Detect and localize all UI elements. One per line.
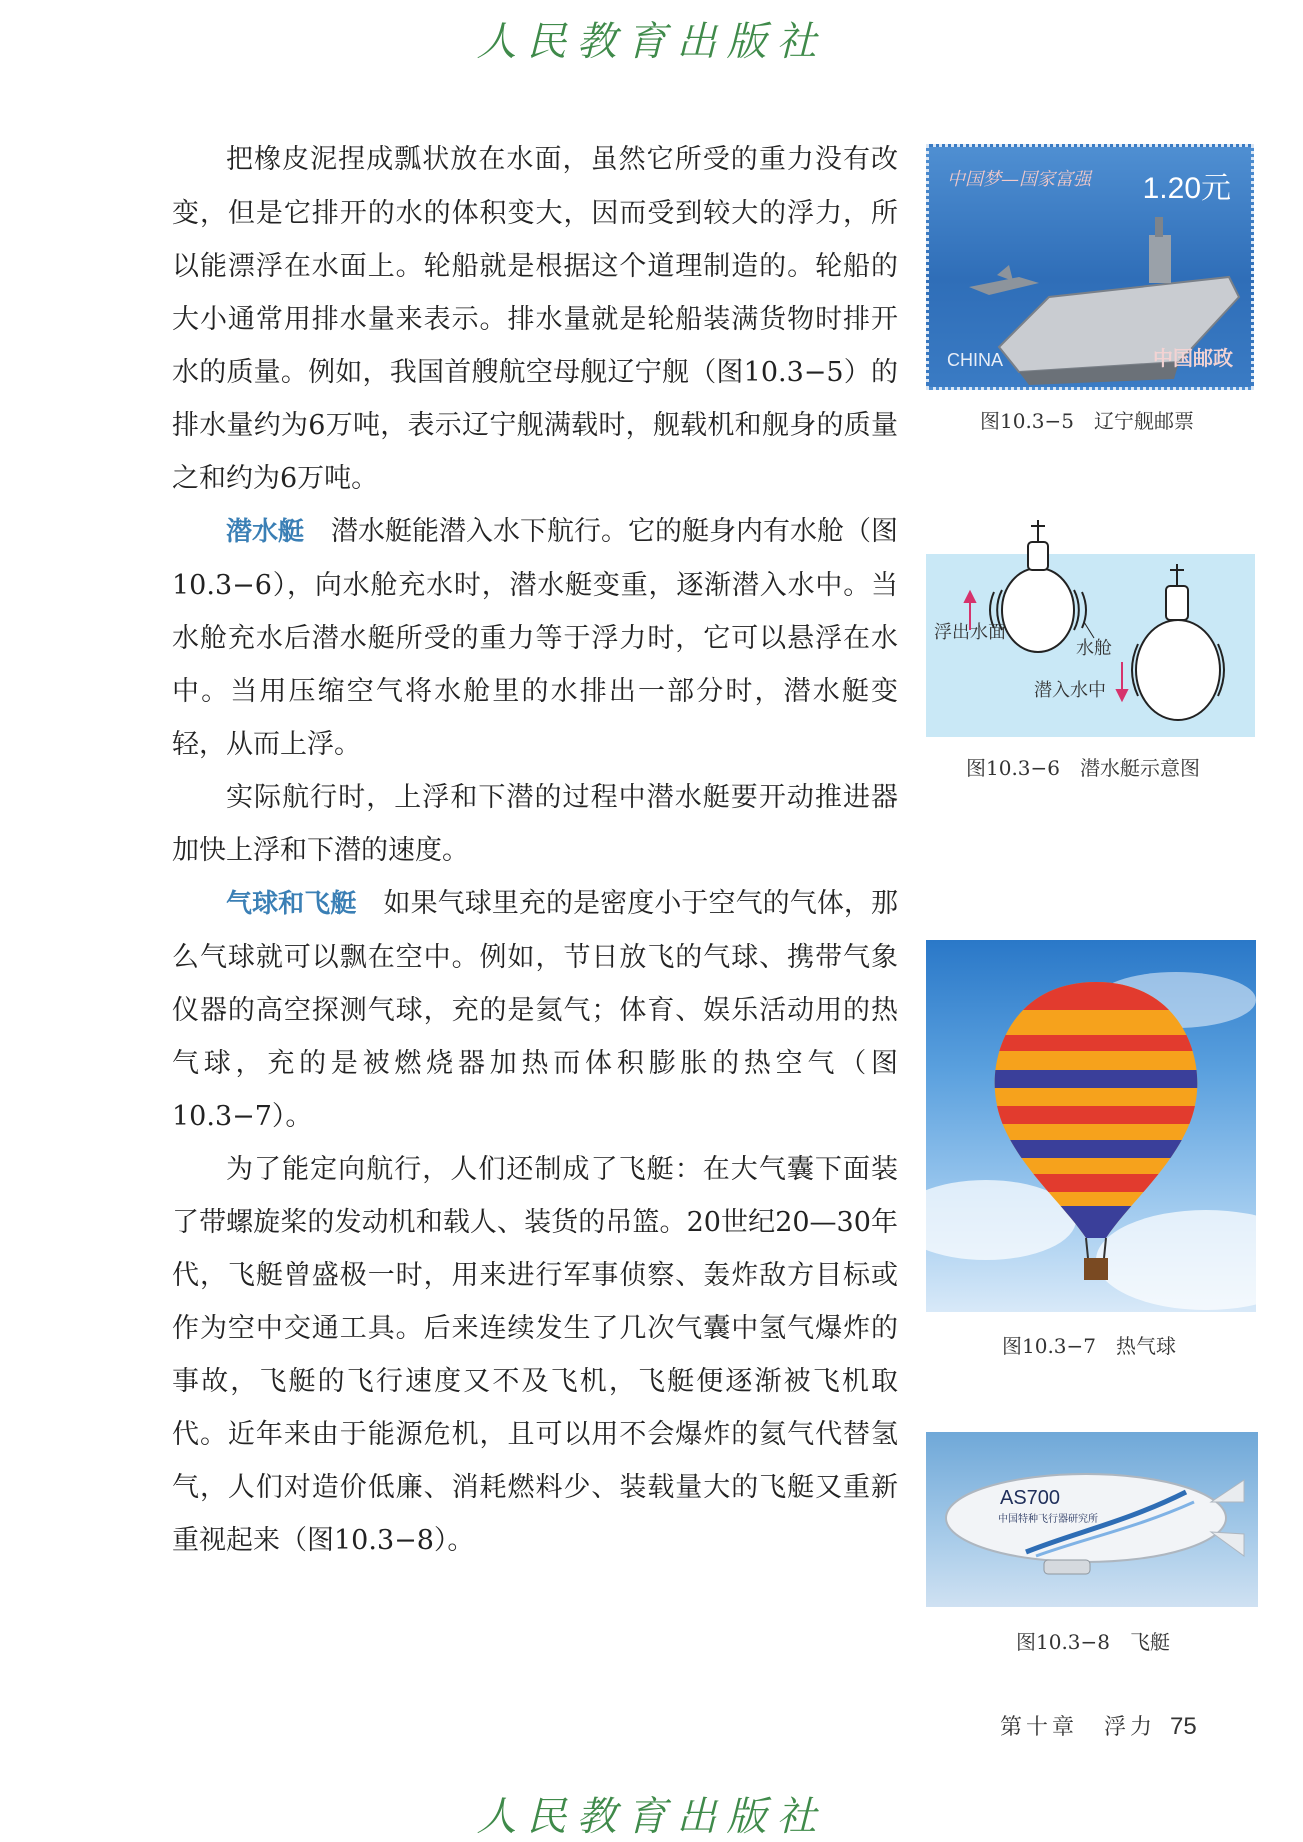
- paragraph-3: [172, 771, 898, 877]
- figure-10-3-7-caption: 图10.3−7 热气球: [1002, 1334, 1177, 1358]
- stamp-value: 1.20元: [1142, 172, 1231, 205]
- stamp-brand-text: 中国梦—国家富强: [947, 169, 1091, 190]
- page-footer: [1000, 1710, 1197, 1741]
- paragraph-2: [172, 505, 898, 771]
- balloon-airship-heading: 气球和飞艇: [226, 889, 357, 919]
- figure-10-3-5-caption: 图10.3−5 辽宁舰邮票: [980, 409, 1195, 433]
- paragraph-1-text: 把橡皮泥捏成瓢状放在水面，虽然它所受的重力没有改变，但是它排开的水的体积变大，因而受到较大的浮力，所以能漂浮在水面上。轮船就是根据这个道理制造的。轮船的大小通常用排水量来表示。排水量就是轮船装满货物时排开水的质量。例如，我国首艘航空母舰辽宁舰（图10.3−5）的排水量约为6万吨，表示辽宁舰满载时，舰载机和舰身的质量之和约为6万吨。: [172, 144, 898, 494]
- paragraph-5-text: 为了能定向航行，人们还制成了飞艇：在大气囊下面装了带螺旋桨的发动机和载人、装货的吊篮。20世纪20—30年代，飞艇曾盛极一时，用来进行军事侦察、轰炸敌方目标或作为空中交通工具。后来连续发生了几次气囊中氢气爆炸的事故，飞艇的飞行速度又不及飞机，飞艇便逐渐被飞机取代。近年来由于能源危机，且可以用不会爆炸的氦气代替氢气，人们对造价低廉、消耗燃料少、装载量大的飞艇又重新重视起来（图10.3−8）。: [172, 1154, 898, 1556]
- hot-air-balloon-photo: [926, 940, 1256, 1312]
- page-number: 75: [1170, 1713, 1197, 1740]
- paragraph-4: [172, 877, 898, 1143]
- liaoning-stamp-image: [926, 144, 1254, 390]
- submarine-diagram: [926, 512, 1255, 737]
- paragraph-5: [172, 1143, 898, 1567]
- publisher-watermark-bottom: 人民教育出版社: [476, 1794, 827, 1840]
- body-text: [172, 133, 898, 1567]
- submarine-heading: 潜水艇: [226, 517, 305, 547]
- paragraph-3-text: 实际航行时，上浮和下潜的过程中潜水艇要开动推进器加快上浮和下潜的速度。: [172, 782, 898, 866]
- airship-photo: [926, 1432, 1258, 1607]
- label-surfacing: 浮出水面: [934, 622, 1006, 643]
- paragraph-1: [172, 133, 898, 505]
- paragraph-2-text: 潜水艇能潜入水下航行。它的艇身内有水舱（图10.3−6），向水舱充水时，潜水艇变重，逐渐潜入水中。当水舱充水后潜水艇所受的重力等于浮力时，它可以悬浮在水中。当用压缩空气将水舱里的水排出一部分时，潜水艇变轻，从而上浮。: [172, 516, 899, 760]
- publisher-watermark-top: 人民教育出版社: [476, 19, 827, 65]
- figure-10-3-6-caption: 图10.3−6 潜水艇示意图: [966, 756, 1201, 780]
- label-water-tank: 水舱: [1076, 638, 1112, 659]
- chapter-label: 第十章 浮力: [1000, 1715, 1157, 1740]
- figure-10-3-8-caption: 图10.3−8 飞艇: [1016, 1630, 1171, 1654]
- stamp-country: CHINA: [947, 350, 1004, 370]
- airship-hull-text: AS700: [1000, 1487, 1061, 1509]
- label-diving: 潜入水中: [1034, 680, 1106, 701]
- stamp-post: 中国邮政: [1153, 346, 1233, 370]
- airship-sub-text: 中国特种飞行器研究所: [998, 1514, 1098, 1525]
- paragraph-4-text: 如果气球里充的是密度小于空气的气体，那么气球就可以飘在空中。例如，节日放飞的气球、携带气象仪器的高空探测气球，充的是氦气；体育、娱乐活动用的热气球，充的是被燃烧器加热而体积膨胀的热空气（图10.3−7）。: [172, 888, 899, 1132]
